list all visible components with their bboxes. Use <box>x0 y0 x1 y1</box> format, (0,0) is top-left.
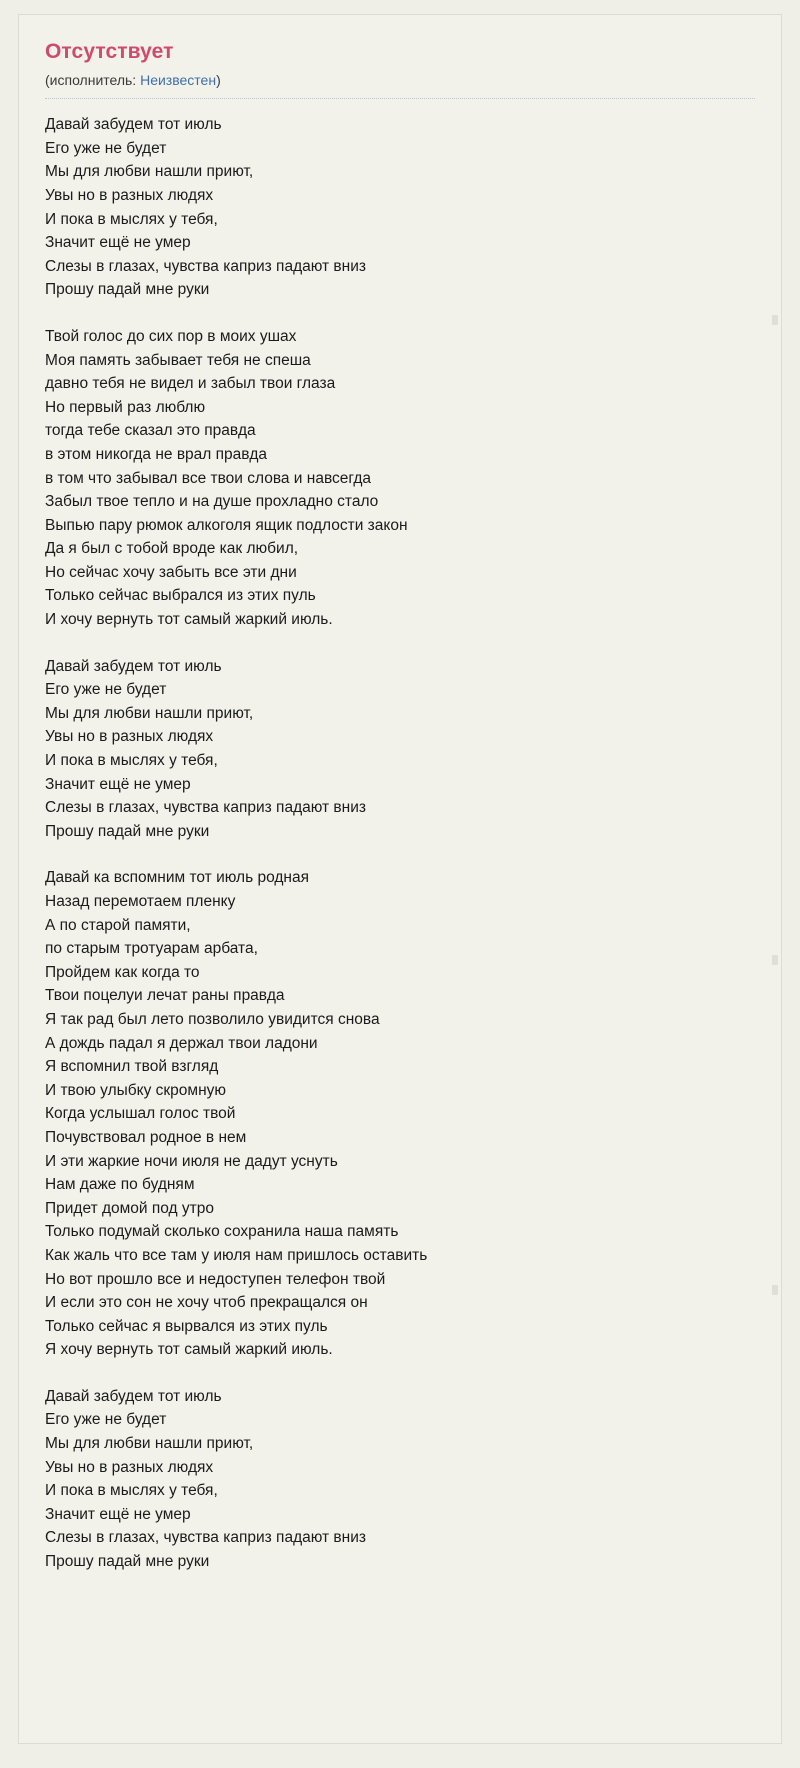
lyrics-line: Моя память забывает тебя не спеша <box>45 351 311 369</box>
lyrics-sheet <box>18 14 782 1744</box>
lyrics-line: Его уже не будет <box>45 1411 167 1429</box>
page-edge-mark <box>772 955 778 965</box>
lyrics-line: Но первый раз люблю <box>45 398 206 416</box>
lyrics-line: Слезы в глазах, чувства каприз падают вниз <box>45 799 366 817</box>
artist-line <box>45 72 755 99</box>
lyrics-line: И пока в мыслях у тебя, <box>45 1482 218 1500</box>
lyrics-line: Мы для любви нашли приют, <box>45 1435 254 1453</box>
lyrics-line: А по старой памяти, <box>45 916 191 934</box>
lyrics-line: Значит ещё не умер <box>45 775 191 793</box>
lyrics-line: И если это сон не хочу чтоб прекращался он <box>45 1294 368 1312</box>
lyrics-line: Давай забудем тот июль <box>45 1387 222 1405</box>
page-edge-mark <box>772 1285 778 1295</box>
lyrics-line: тогда тебе сказал это правда <box>45 422 256 440</box>
lyrics-line: Значит ещё не умер <box>45 234 191 252</box>
lyrics-line: в этом никогда не врал правда <box>45 445 268 463</box>
artist-prefix: (исполнитель: <box>45 72 141 89</box>
lyrics-line: Слезы в глазах, чувства каприз падают вниз <box>45 257 366 275</box>
lyrics-line: Мы для любви нашли приют, <box>45 163 254 181</box>
lyrics-line: Его уже не будет <box>45 139 167 157</box>
lyrics-line: Придет домой под утро <box>45 1199 214 1217</box>
lyrics-line: Как жаль что все там у июля нам пришлось оставить <box>45 1246 428 1264</box>
lyrics-line: И твою улыбку скромную <box>45 1081 227 1099</box>
lyrics-line: в том что забывал все твои слова и навсегда <box>45 469 372 487</box>
artist-suffix: ) <box>216 72 221 89</box>
lyrics-line: Давай забудем тот июль <box>45 116 222 134</box>
lyrics-line: Давай забудем тот июль <box>45 657 222 675</box>
lyrics-line: Мы для любви нашли приют, <box>45 704 254 722</box>
lyrics-line: Назад перемотаем пленку <box>45 893 236 910</box>
lyrics-line: Да я был с тобой вроде как любил, <box>45 540 299 558</box>
lyrics-stanza <box>45 325 755 632</box>
lyrics-line: Слезы в глазах, чувства каприз падают вниз <box>45 1529 366 1547</box>
lyrics-line: Нам даже по будням <box>45 1176 195 1194</box>
lyrics-line: Твои поцелуи лечат раны правда <box>45 987 285 1005</box>
lyrics-line: И пока в мыслях у тебя, <box>45 210 218 228</box>
lyrics-line: Только сейчас я вырвался из этих пуль <box>45 1317 328 1335</box>
lyrics-line: Увы но в разных людях <box>45 186 214 204</box>
lyrics-line: Но вот прошло все и недоступен телефон твой <box>45 1270 386 1288</box>
lyrics-line: Только сейчас выбрался из этих пуль <box>45 587 316 605</box>
lyrics-line: Почувствовал родное в нем <box>45 1128 247 1146</box>
lyrics-line: И пока в мыслях у тебя, <box>45 752 218 770</box>
lyrics-stanza <box>45 113 755 302</box>
lyrics-line: Значит ещё не умер <box>45 1505 191 1523</box>
lyrics-line: И эти жаркие ночи июля не дадут уснуть <box>45 1152 338 1170</box>
lyrics-line: Прошу падай мне руки <box>45 822 210 840</box>
lyrics-line: Забыл твое тепло и на душе прохладно стало <box>45 493 379 511</box>
lyrics-line: И хочу вернуть тот самый жаркий июль. <box>45 611 333 629</box>
lyrics-line: Твой голос до сих пор в моих ушах <box>45 327 297 345</box>
lyrics-line: Давай ка вспомним тот июль родная <box>45 869 309 887</box>
lyrics-line: Увы но в разных людях <box>45 1458 214 1476</box>
page-edge-mark <box>772 315 778 325</box>
lyrics-line: Я так рад был лето позволило увидится снова <box>45 1010 380 1028</box>
lyrics-line: А дождь падал я держал твои ладони <box>45 1034 318 1052</box>
lyrics-stanza <box>45 866 755 1361</box>
lyrics-line: Увы но в разных людях <box>45 728 214 746</box>
lyrics-line: Его уже не будет <box>45 681 167 699</box>
lyrics-line: Но сейчас хочу забыть все эти дни <box>45 563 297 581</box>
lyrics-body <box>45 113 755 1573</box>
lyrics-line: Прошу падай мне руки <box>45 281 210 299</box>
lyrics-line: Только подумай сколько сохранила наша память <box>45 1223 399 1241</box>
lyrics-line: Я хочу вернуть тот самый жаркий июль. <box>45 1341 333 1359</box>
lyrics-line: Пройдем как когда то <box>45 963 200 981</box>
lyrics-line: Выпью пару рюмок алкоголя ящик подлости закон <box>45 516 408 534</box>
lyrics-line: Когда услышал голос твой <box>45 1105 236 1123</box>
lyrics-stanza <box>45 655 755 844</box>
lyrics-line: по старым тротуарам арбата, <box>45 940 258 958</box>
lyrics-stanza <box>45 1385 755 1574</box>
lyrics-line: Я вспомнил твой взгляд <box>45 1058 219 1076</box>
page-title: Отсутствует <box>45 40 174 63</box>
lyrics-line: Прошу падай мне руки <box>45 1553 210 1571</box>
artist-link[interactable]: Неизвестен <box>140 72 217 89</box>
lyrics-line: давно тебя не видел и забыл твои глаза <box>45 375 336 393</box>
